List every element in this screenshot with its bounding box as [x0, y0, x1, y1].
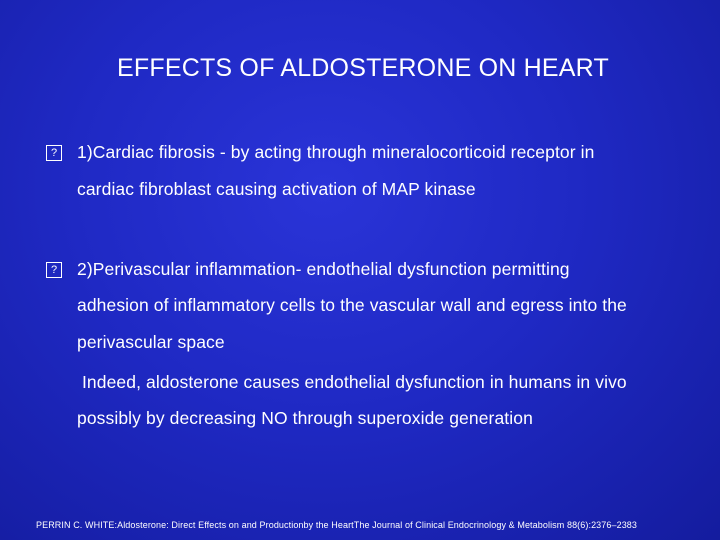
bullet-2-line-2: adhesion of inflammatory cells to the vascular wall and egress into the: [77, 295, 627, 315]
slide-title: EFFECTS OF ALDOSTERONE ON HEART: [117, 54, 609, 82]
note-line-1: Indeed, aldosterone causes endothelial dysfunction in humans in vivo: [77, 372, 627, 392]
note-line-2: possibly by decreasing NO through superoxide generation: [77, 408, 533, 428]
bullet-2-line-1: 2)Perivascular inflammation- endothelial dysfunction permitting: [77, 259, 570, 279]
bullet-1-line-2: cardiac fibroblast causing activation of MAP kinase: [77, 179, 476, 199]
bullet-box-icon: ?: [46, 145, 62, 161]
bullet-1-line-1: 1)Cardiac fibrosis - by acting through mineralocorticoid receptor in: [77, 142, 595, 162]
bullet-2-line-3: perivascular space: [77, 332, 225, 352]
bullet-box-icon: ?: [46, 262, 62, 278]
citation-footer: PERRIN C. WHITE:Aldosterone: Direct Effects on and Productionby the HeartThe Journal of Clinical Endocrinology & Metabolism 88(6):2376–2383: [36, 520, 638, 530]
